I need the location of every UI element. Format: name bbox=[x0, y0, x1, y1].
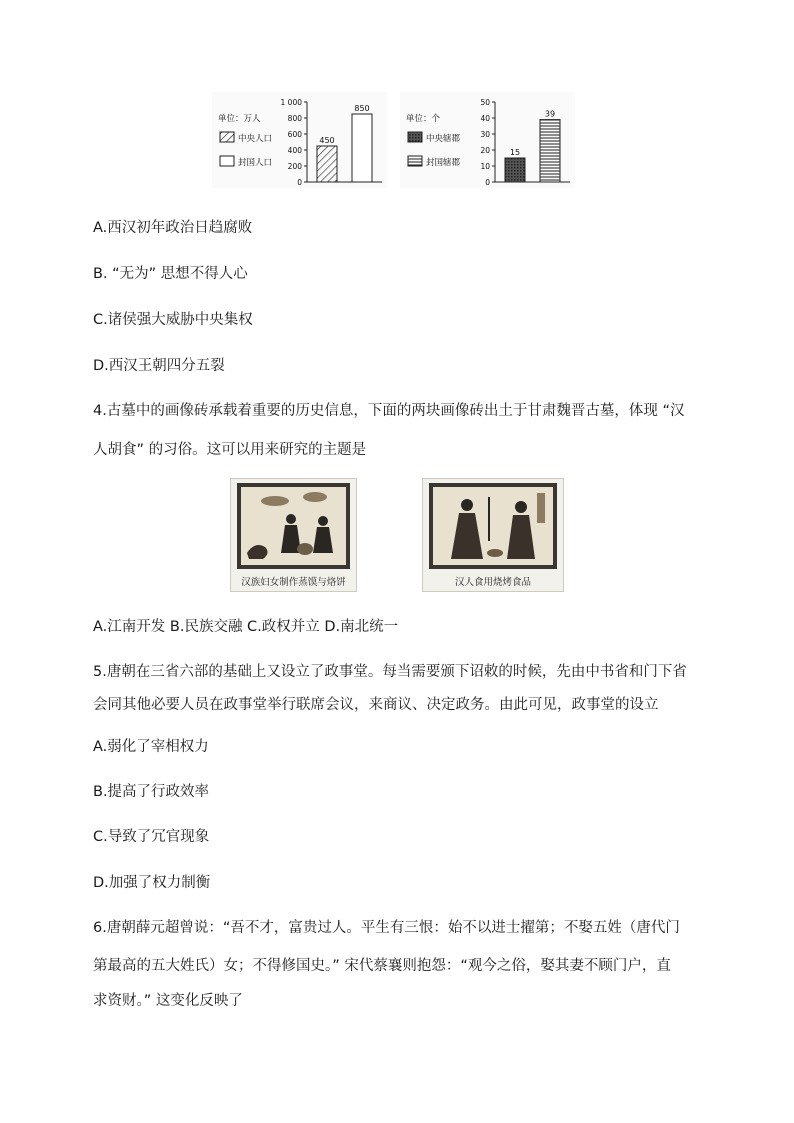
q6-stem-line2: 第最高的五大姓氏）女；不得修国史。” 宋代蔡襄则抱怨：“观今之俗，娶其妻不顾门户，直 bbox=[93, 958, 671, 974]
bar-value-label: 15 bbox=[509, 148, 521, 157]
bar-value-label: 39 bbox=[544, 109, 556, 119]
legend-vassal-swatch bbox=[220, 156, 234, 166]
legend-central-commandery-label: 中央辖郡 bbox=[426, 134, 461, 144]
y-tick-label: 40 bbox=[480, 114, 490, 123]
y-tick-label: 30 bbox=[480, 130, 490, 139]
y-tick-label: 1 000 bbox=[280, 98, 302, 107]
q5-option-d: D.加强了权力制衡 bbox=[93, 875, 211, 891]
population-bar-chart bbox=[212, 92, 387, 188]
brick-painting-1-figure bbox=[237, 483, 350, 569]
bar-value-label: 450 bbox=[319, 136, 335, 145]
q5-option-c: C.导致了冗官现象 bbox=[93, 829, 210, 845]
brick-painting-2-caption: 汉人食用烧烤食品 bbox=[454, 577, 531, 588]
legend-central-label: 中央人口 bbox=[238, 134, 273, 144]
bar-value-label: 850 bbox=[354, 104, 370, 113]
y-tick-label: 10 bbox=[480, 162, 490, 171]
y-tick-label: 800 bbox=[287, 114, 302, 123]
brick-painting-2-image bbox=[429, 483, 557, 569]
q5-option-b: B.提高了行政效率 bbox=[93, 784, 210, 800]
brick-painting-2-figure bbox=[429, 483, 557, 569]
q5-option-a: A.弱化了宰相权力 bbox=[93, 739, 209, 755]
y-tick-label: 0 bbox=[297, 178, 302, 187]
brick-painting-1-image bbox=[237, 483, 350, 569]
y-tick-label: 0 bbox=[485, 178, 490, 187]
q4-stem-line1: 4.古墓中的画像砖承载着重要的历史信息，下面的两块画像砖出土于甘肃魏晋古墓，体现 “汉 bbox=[93, 403, 685, 419]
y-tick-label: 200 bbox=[287, 162, 302, 171]
q4-stem-line2: 人胡食” 的习俗。这可以用来研究的主题是 bbox=[93, 442, 367, 458]
chart2-unit-label: 单位：个 bbox=[406, 114, 441, 124]
q3-option-b: B. “无为” 思想不得人心 bbox=[93, 266, 248, 282]
bar-vassal bbox=[352, 114, 372, 182]
q6-stem-line3: 求资财。” 这变化反映了 bbox=[93, 993, 243, 1009]
y-tick-label: 50 bbox=[480, 98, 490, 107]
q3-option-d: D.西汉王朝四分五裂 bbox=[93, 358, 225, 374]
commandery-bar-chart bbox=[400, 92, 575, 188]
brick-painting-1-caption: 汉族妇女制作蒸馍与烙饼 bbox=[241, 577, 346, 588]
legend-vassal-label: 封国人口 bbox=[238, 158, 273, 168]
legend-vassal-commandery-swatch bbox=[408, 156, 422, 166]
y-tick-label: 600 bbox=[287, 130, 302, 139]
q3-option-a: A.西汉初年政治日趋腐败 bbox=[93, 220, 253, 236]
chart1-unit-label: 单位：万人 bbox=[218, 114, 261, 124]
q5-stem-line1: 5.唐朝在三省六部的基础上又设立了政事堂。每当需要颁下诏敕的时候，先由中书省和门下省 bbox=[93, 664, 687, 680]
bar-central bbox=[505, 158, 525, 182]
q4-options: A.江南开发 B.民族交融 C.政权并立 D.南北统一 bbox=[93, 619, 399, 635]
legend-vassal-commandery-label: 封国辖郡 bbox=[426, 158, 461, 168]
q6-stem-line1: 6.唐朝薛元超曾说：“吾不才，富贵过人。平生有三恨：始不以进士擢第；不娶五姓（唐代门 bbox=[93, 920, 680, 936]
q5-stem-line2: 会同其他必要人员在政事堂举行联席会议，来商议、决定政务。由此可见，政事堂的设立 bbox=[93, 697, 659, 713]
y-tick-label: 20 bbox=[480, 146, 490, 155]
population-chart bbox=[212, 92, 387, 188]
bar-vassal bbox=[540, 120, 560, 182]
legend-central-commandery-swatch bbox=[408, 132, 422, 142]
q3-option-c: C.诸侯强大威胁中央集权 bbox=[93, 312, 253, 328]
commandery-chart bbox=[400, 92, 575, 188]
brick-painting-1 bbox=[230, 478, 357, 592]
y-tick-label: 400 bbox=[287, 146, 302, 155]
brick-painting-2 bbox=[422, 478, 564, 592]
bar-central bbox=[317, 146, 337, 182]
legend-central-swatch bbox=[220, 132, 234, 142]
